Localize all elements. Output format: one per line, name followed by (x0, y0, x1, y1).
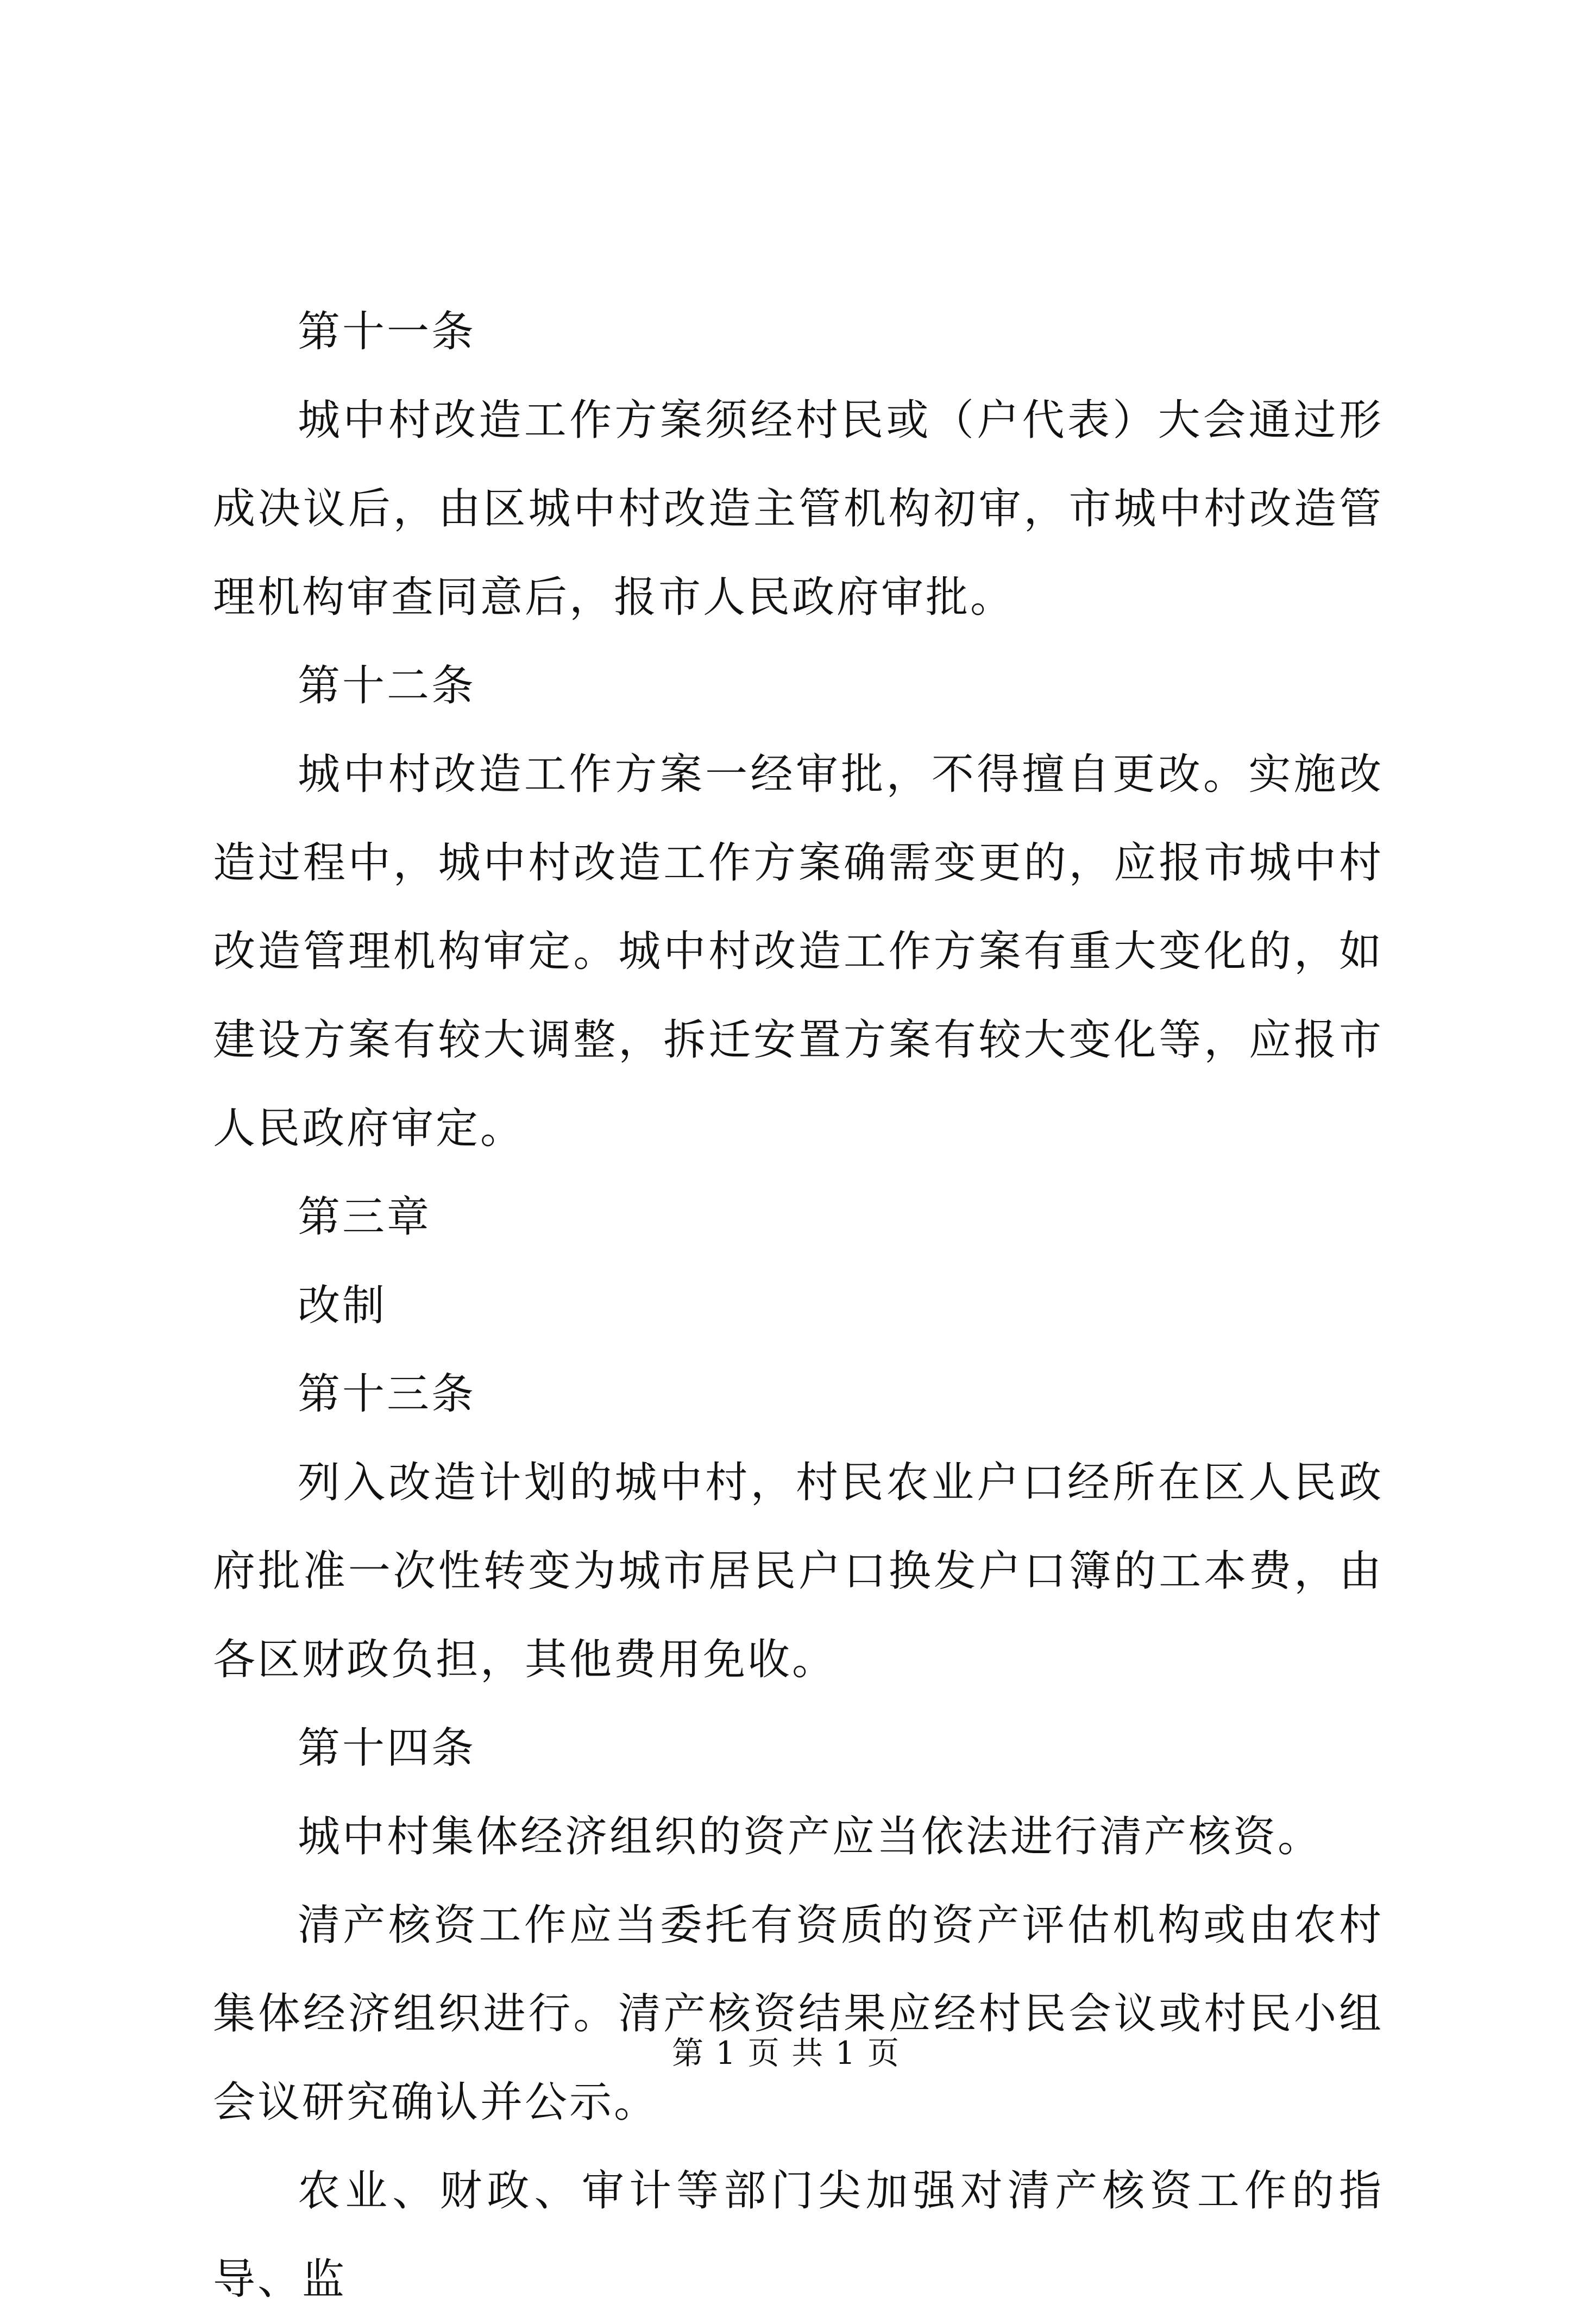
page-number-footer: 第 1 页 共 1 页 (672, 2035, 900, 2071)
chapter-heading: 第三章 (298, 1193, 432, 1242)
body-paragraph: 农业、财政、审计等部门尖加强对清产核资工作的指导、监 (213, 2166, 1384, 2304)
body-paragraph: 城中村改造工作方案一经审批，不得擅自更改。实施改造过程中，城中村改造工作方案确需变更的，应报市城中村改造管理机构审定。城中村改造工作方案有重大变化的，如建设方案有较大调整，拆迁安置方案有较大变化等，应报市人民政府审定。 (213, 750, 1384, 1153)
body-paragraph: 城中村改造工作方案须经村民或（户代表）大会通过形成决议后，由区城中村改造主管机构初审，市城中村改造管理机构审查同意后，报市人民政府审批。 (213, 396, 1384, 622)
article-heading: 第十一条 (298, 307, 476, 356)
article-heading: 第十三条 (298, 1370, 476, 1419)
body-paragraph: 清产核资工作应当委托有资质的资产评估机构或由农村集体经济组织进行。清产核资结果应经村民会议或村民小组会议研究确认并公示。 (213, 1901, 1384, 2127)
chapter-title: 改制 (298, 1281, 387, 1330)
document-body (213, 288, 1384, 2324)
article-heading: 第十四条 (298, 1724, 476, 1773)
body-paragraph: 列入改造计划的城中村，村民农业户口经所在区人民政府批准一次性转变为城市居民户口换发户口簿的工本费，由各区财政负担，其他费用免收。 (213, 1458, 1384, 1684)
body-paragraph: 城中村集体经济组织的资产应当依法进行清产核资。 (298, 1812, 1323, 1861)
article-heading: 第十二条 (298, 662, 476, 710)
